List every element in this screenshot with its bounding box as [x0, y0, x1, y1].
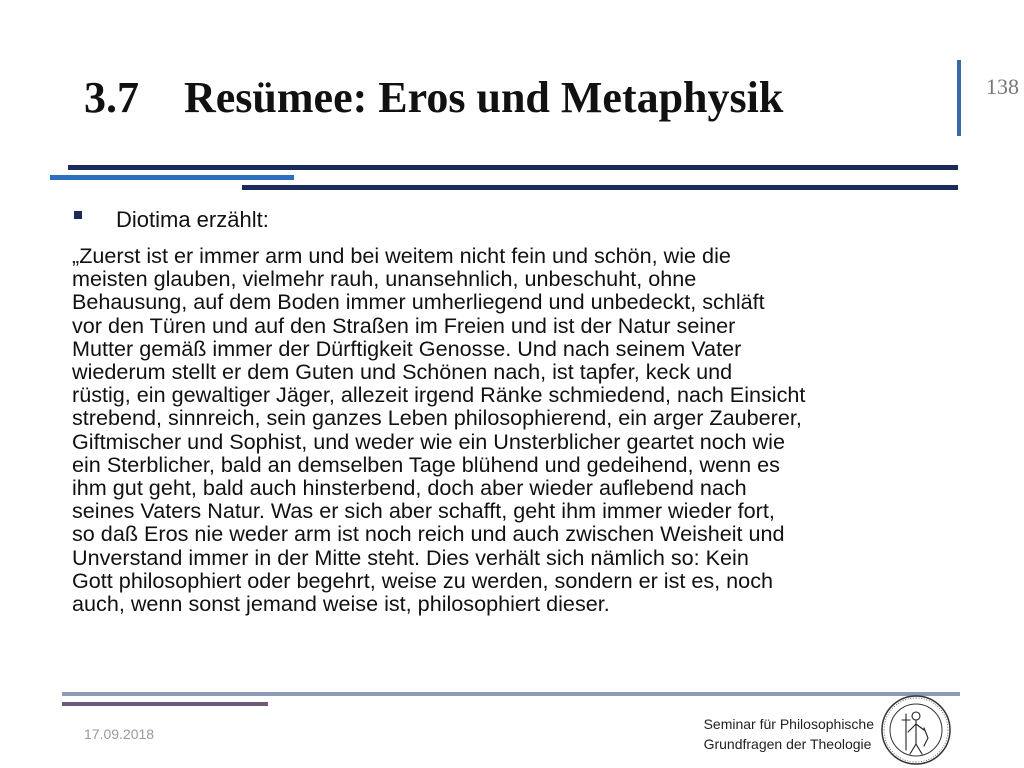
slide-title — [84, 70, 783, 126]
title-text: Resümee: Eros und Metaphysik — [184, 73, 784, 122]
quote-line: ein Sterblicher, bald an demselben Tage blühend und gedeihend, wenn es — [72, 451, 780, 477]
header-rule-top — [68, 165, 958, 170]
bullet-item — [74, 206, 269, 234]
quote-line: Gott philosophiert oder begehrt, weise zu werden, sondern er ist es, noch — [72, 567, 773, 593]
quote-line: Behausung, auf dem Boden immer umherliegend und unbedeckt, schläft — [72, 289, 765, 315]
quote-line: Giftmischer und Sophist, und weder wie ein Unsterblicher geartet noch wie — [72, 428, 785, 454]
quote-line: auch, wenn sonst jemand weise ist, philosophiert dieser. — [72, 591, 610, 617]
bullet-label: Diotima erzählt: — [116, 207, 269, 232]
footer-rule-accent — [62, 702, 268, 706]
quote-line: ihm gut geht, bald auch hinsterbend, doch aber wieder auflebend nach — [72, 475, 747, 501]
header-rule-bottom — [242, 185, 958, 190]
section-number: 3.7 — [84, 73, 139, 122]
university-seal-icon — [880, 694, 952, 766]
quote-line: vor den Türen und auf den Straßen im Freien und ist der Natur seiner — [72, 312, 736, 338]
quote-line: meisten glauben, vielmehr rauh, unansehnlich, unbeschuht, ohne — [72, 266, 697, 292]
quote-line: „Zuerst ist er immer arm und bei weitem nicht fein und schön, wie die — [72, 243, 731, 268]
page-number: 138 — [986, 74, 1019, 99]
quote-block — [72, 244, 952, 615]
footer-date: 17.09.2018 — [84, 726, 155, 742]
footer-seminar-name — [704, 714, 874, 754]
quote-line: Mutter gemäß immer der Dürftigkeit Genosse. Und nach seinem Vater — [72, 335, 742, 361]
seminar-line-1: Seminar für Philosophische — [703, 716, 874, 732]
quote-line: strebend, sinnreich, sein ganzes Leben philosophierend, ein arger Zauberer, — [72, 405, 802, 431]
quote-line: Unverstand immer in der Mitte steht. Dies verhält sich nämlich so: Kein — [72, 544, 749, 570]
bullet-square-icon — [74, 211, 82, 219]
quote-line: wiederum stellt er dem Guten und Schönen nach, ist tapfer, keck und — [72, 359, 733, 385]
footer-rule — [62, 692, 960, 696]
header-rule-accent — [50, 175, 294, 180]
quote-line: so daß Eros nie weder arm ist noch reich und auch zwischen Weisheit und — [72, 521, 785, 547]
page-number-divider — [957, 60, 961, 136]
seminar-line-2: Grundfragen der Theologie — [703, 736, 872, 752]
quote-line: rüstig, ein gewaltiger Jäger, allezeit irgend Ränke schmiedend, nach Einsicht — [72, 382, 806, 408]
quote-line: seines Vaters Natur. Was er sich aber schafft, geht ihm immer wieder fort, — [72, 498, 775, 524]
